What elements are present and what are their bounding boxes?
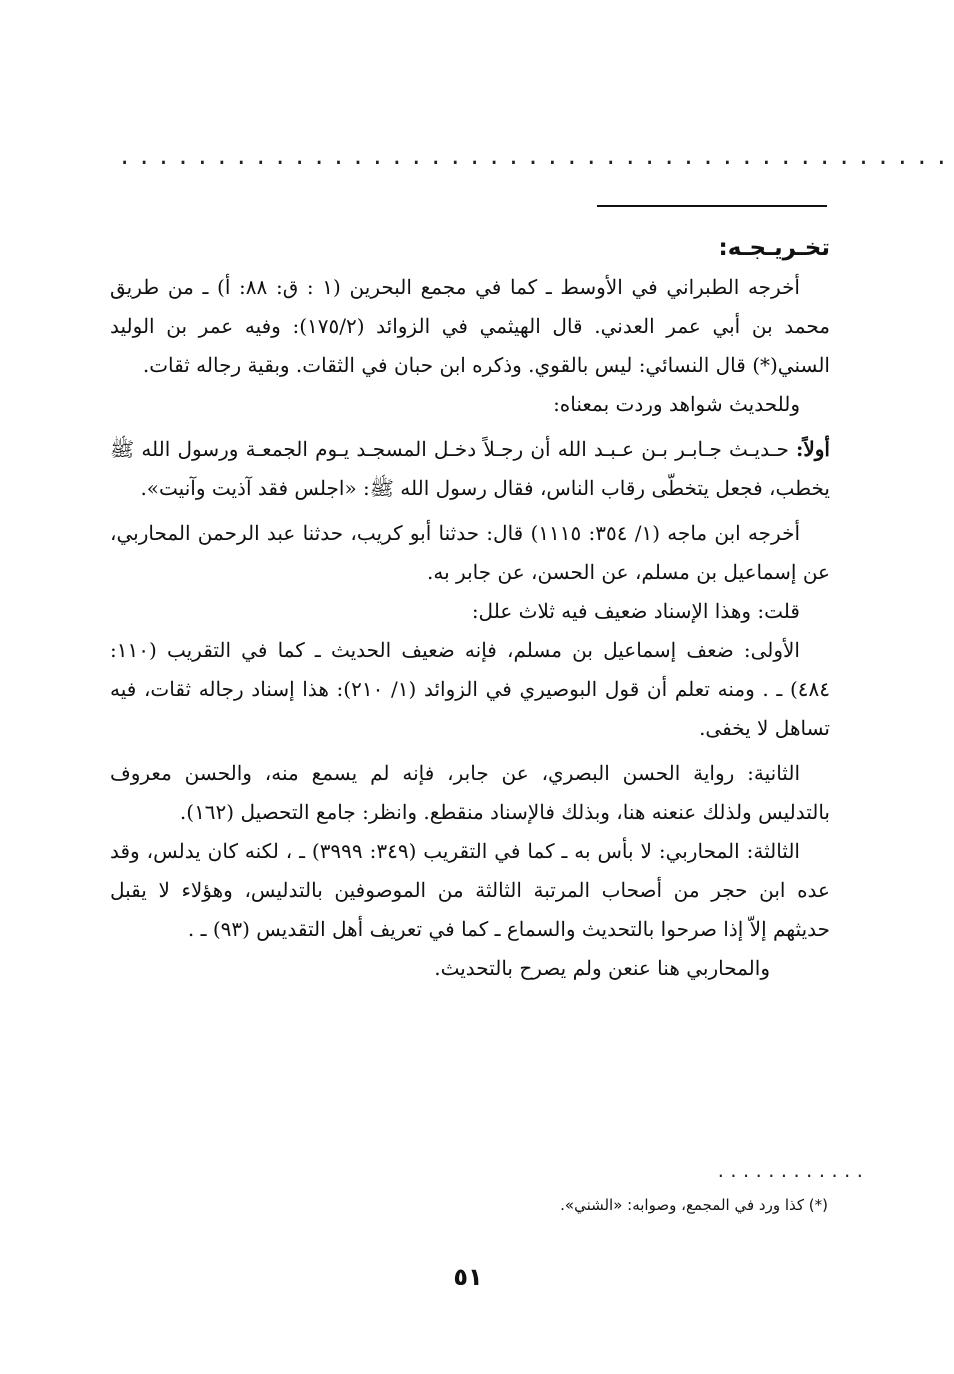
footnote: (*) كذا ورد في المجمع، وصوابه: «الشني». — [560, 1196, 828, 1214]
top-dotted-rule: ........................................... — [118, 145, 954, 170]
paragraph-illal-intro: قلت: وهذا الإسناد ضعيف فيه ثلاث علل: — [471, 599, 800, 623]
paragraph-conclusion: والمحاربي هنا عنعن ولم يصرح بالتحديث. — [434, 956, 770, 980]
first-hadith-lead: أولاً: — [795, 437, 830, 461]
page-number: ٥١ — [453, 1263, 483, 1291]
paragraph-shawahid: وللحديث شواهد وردت بمعناه: — [553, 392, 800, 416]
footnote-dotted-rule: ............ — [716, 1162, 868, 1181]
section-divider-line — [597, 205, 827, 207]
paragraph-first-hadith — [110, 430, 830, 508]
paragraph-illah-second: الثانية: رواية الحسن البصري، عن جابر، فإنه لم يسمع منه، والحسن معروف بالتدليس ولذلك عنعنه هنا، وبذلك فالإسناد منقطع. وانظر: جامع التحصيل (١٦٢). — [110, 761, 830, 824]
paragraph-takhrij: أخرجه الطبراني في الأوسط ـ كما في مجمع البحرين (١ : ق: ٨٨: أ) ـ من طريق محمد بن أبي عمر العدني. قال الهيثمي في الزوائد (١٧٥/٢): وفيه عمر بن الوليد السني(*) قال النسائي: ليس بالقوي. وذكره ابن حبان في الثقات. وبقية رجاله ثقات. — [110, 275, 830, 377]
paragraph-illah-third: الثالثة: المحاربي: لا بأس به ـ كما في التقريب (٣٤٩: ٣٩٩٩) ـ ، لكنه كان يدلس، وقد عده ابن حجر من أصحاب المرتبة الثالثة من الموصوفين بالتدليس، وهؤلاء لا يقبل حديثهم إلاّ إذا صرحوا بالتحديث والسماع ـ كما في تعريف أهل التقديس (٩٣) ـ . — [110, 839, 830, 941]
paragraph-ibn-majah: أخرجه ابن ماجه (١/ ٣٥٤: ١١١٥) قال: حدثنا أبو كريب، حدثنا عبد الرحمن المحاربي، عن إسماعيل بن مسلم، عن الحسن، عن جابر به. — [110, 521, 830, 584]
first-hadith-text: حـديـث جـابـر بـن عـبـد الله أن رجـلاً دخـل المسجـد يـوم الجمعـة ورسول الله ﷺ يخطب، فجعل يتخطّى رقاب الناس، فقال رسول الله ﷺ: «اجلس فقد آذيت وآنيت». — [110, 437, 830, 500]
main-text — [110, 228, 830, 988]
section-heading: تخـريـجـه: — [718, 235, 830, 261]
paragraph-illah-first: الأولى: ضعف إسماعيل بن مسلم، فإنه ضعيف الحديث ـ كما في التقريب (١١٠: ٤٨٤) ـ . ومنه تعلم أن قول البوصيري في الزوائد (١/ ٢١٠): هذا إسناد رجاله ثقات، فيه تساهل لا يخفى. — [110, 638, 830, 740]
